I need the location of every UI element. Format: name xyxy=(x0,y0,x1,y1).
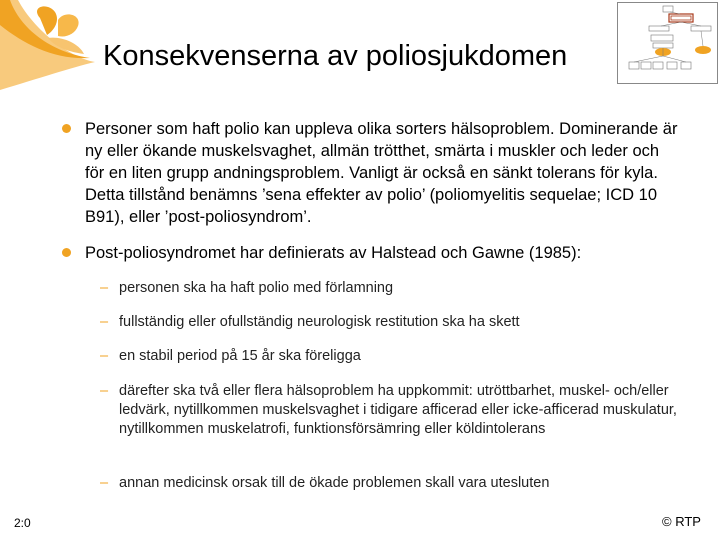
sub-item-text: därefter ska två eller flera hälsoproblem ha uppkommit: utröttbarhet, muskel- och/eller ledvärk, nytillkommen muskelsvaghet i tidigare afficerad eller icke-afficerad muskulatur, nytillkommen muskelatrofi, funktionsförsämring eller köldintolerans xyxy=(119,383,677,437)
bullet-dot-icon xyxy=(62,124,71,133)
flow-diagram-thumbnail-icon xyxy=(617,2,718,84)
bullet-text: Personer som haft polio kan uppleva olika sorters hälsoproblem. Dominerande är ny eller ökande muskelsvaghet, allmän trötthet, smärta i muskler och leder och för en liten grupp andningsproblem. Vanligt är också en sänkt tolerans för kyla. Detta tillstånd benämns ’sena effekter av polio’ (poliomyelitis sequelae; ICD 10 B91), eller ’post-poliosyndrom’. xyxy=(85,120,678,226)
copyright-text: © RTP xyxy=(662,514,701,529)
sub-item-text: annan medicinsk orsak till de ökade problemen skall vara utesluten xyxy=(119,475,550,491)
bullet-item xyxy=(62,118,682,228)
sub-list-item xyxy=(100,382,690,439)
sub-item-text: fullständig eller ofullständig neurologisk restitution ska ha skett xyxy=(119,314,520,330)
bullet-dot-icon xyxy=(62,248,71,257)
dash-icon: – xyxy=(100,383,109,399)
sub-item-text: en stabil period på 15 år ska föreligga xyxy=(119,348,361,364)
sub-list-item xyxy=(100,474,690,493)
dash-icon: – xyxy=(100,475,109,491)
sub-item-text: personen ska ha haft polio med förlamning xyxy=(119,280,394,296)
slide-title: Konsekvenserna av poliosjukdomen xyxy=(103,40,568,72)
sub-list-item xyxy=(100,347,690,366)
slide-number: 2:0 xyxy=(14,516,31,530)
dash-icon: – xyxy=(100,280,109,296)
bullet-item xyxy=(62,242,682,264)
bullet-text: Post-poliosyndromet har definierats av Halstead och Gawne (1985): xyxy=(85,244,582,262)
sub-list-item xyxy=(100,313,690,332)
dash-icon: – xyxy=(100,348,109,364)
dash-icon: – xyxy=(100,314,109,330)
sub-list-item xyxy=(100,279,690,298)
